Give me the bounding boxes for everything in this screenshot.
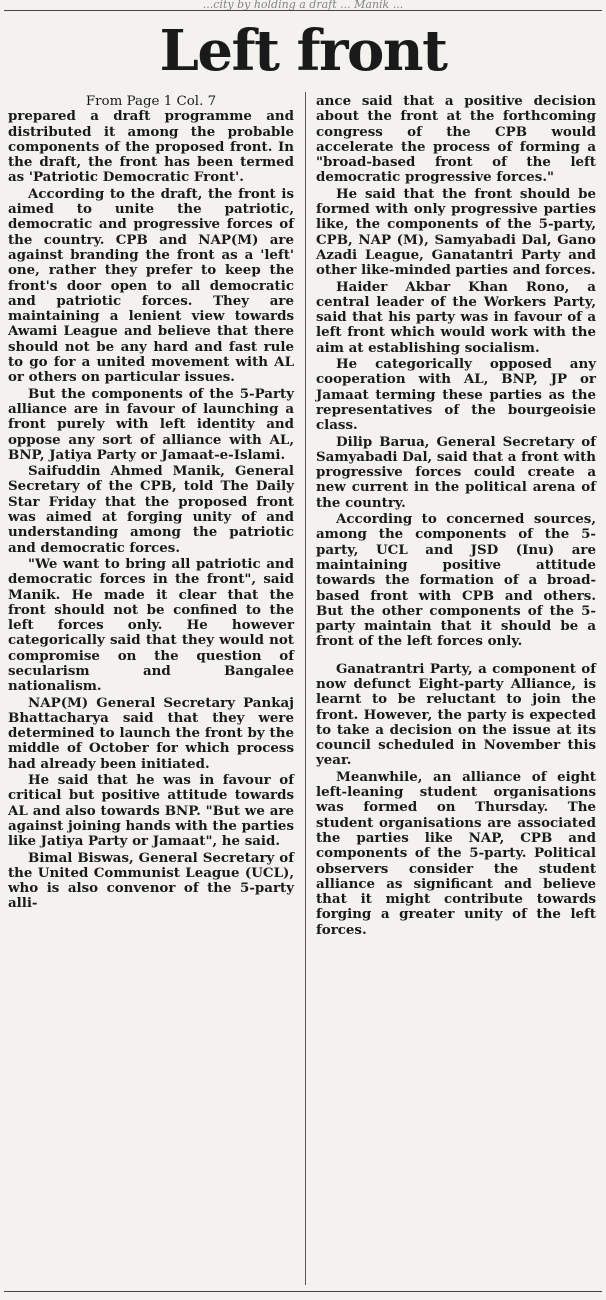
header-fragment: ...city by holding a draft ... Manik ...	[202, 0, 404, 10]
paragraph: According to concerned sources, among the components of the 5-party, UCL and JSD (Inu) are maintaining positive attitude towards the formation of a broad-based front with CPB and others. But the other components of the 5-party maintain that it should be a front of the left forces only.	[316, 511, 596, 650]
bottom-rule	[4, 1291, 602, 1292]
paragraph: But the components of the 5-Party alliance are in favour of launching a front purely with left identity and oppose any sort of alliance with AL, BNP, Jatiya Party or Jamaat-e-Islami.	[8, 385, 294, 463]
paragraph: Meanwhile, an alliance of eight left-leaning student organisations was formed on Thursday. The student organisations are associated the parties like NAP, CPB and components of the 5-party. Political observers consider the student alliance as significant and believe that it might contribute towards forging a greater unity of the left forces.	[316, 768, 596, 938]
paragraph: Haider Akbar Khan Rono, a central leader of the Workers Party, said that his party was in favour of a left front which would work with the aim at establishing socialism.	[316, 278, 596, 356]
article-column-left	[8, 94, 294, 913]
headline: Left front	[159, 18, 447, 84]
paragraph: Bimal Biswas, General Secretary of the United Communist League (UCL), who is also convenor of the 5-party alli-	[8, 849, 294, 912]
article-column-right	[316, 94, 596, 939]
paragraph: "We want to bring all patriotic and democratic forces in the front", said Manik. He made it clear that the front should not be confined to the left forces only. He however categorically said that they would not compromise on the question of secularism and Bangalee nationalism.	[8, 555, 294, 695]
paragraph: NAP(M) General Secretary Pankaj Bhattacharya said that they were determined to launch the front by the middle of October for which process had already been initiated.	[8, 694, 294, 772]
paragraph: Dilip Barua, General Secretary of Samyabadi Dal, said that a front with progressive forces could create a new current in the political arena of the country.	[316, 433, 596, 511]
paragraph: Saifuddin Ahmed Manik, General Secretary of the CPB, told The Daily Star Friday that the proposed front was aimed at forging unity of and understanding among the patriotic and democratic forces.	[8, 463, 294, 556]
top-rule	[4, 10, 602, 11]
column-divider	[305, 92, 306, 1285]
paragraph: He said that he was in favour of critical but positive attitude towards AL and also towards BNP. "But we are against joining hands with the parties like Jatiya Party or Jamaat", he said.	[8, 772, 294, 850]
paragraph: He said that the front should be formed with only progressive parties like, the components of the 5-party, CPB, NAP (M), Samyabadi Dal, Gano Azadi League, Ganatantri Party and other like-minded parties and forces.	[316, 185, 596, 279]
paragraph: ance said that a positive decision about the front at the forthcoming congress of the CPB would accelerate the process of forming a "broad-based front of the left democratic progressive forces."	[316, 93, 596, 186]
jump-line: From Page 1 Col. 7	[85, 94, 217, 109]
paragraph: He categorically opposed any cooperation with AL, BNP, JP or Jamaat terming these parties as the representatives of the bourgeoisie class.	[316, 356, 596, 434]
paragraph: Ganatrantri Party, a component of now defunct Eight-party Alliance, is learnt to be reluctant to join the front. However, the party is expected to take a decision on the issue at its council scheduled in November this year.	[316, 660, 596, 769]
paragraph: prepared a draft programme and distributed it among the probable components of the proposed front. In the draft, the front has been termed as 'Patriotic Democratic Front'.	[8, 108, 294, 186]
paragraph: According to the draft, the front is aimed to unite the patriotic, democratic and progressive forces of the country. CPB and NAP(M) are against branding the front as a 'left' one, rather they prefer to keep the front's door open to all democratic and patriotic forces. They are maintaining a lenient view towards Awami League and believe that there should not be any hard and fast rule to go for a united movement with AL or others on particular issues.	[8, 185, 294, 386]
